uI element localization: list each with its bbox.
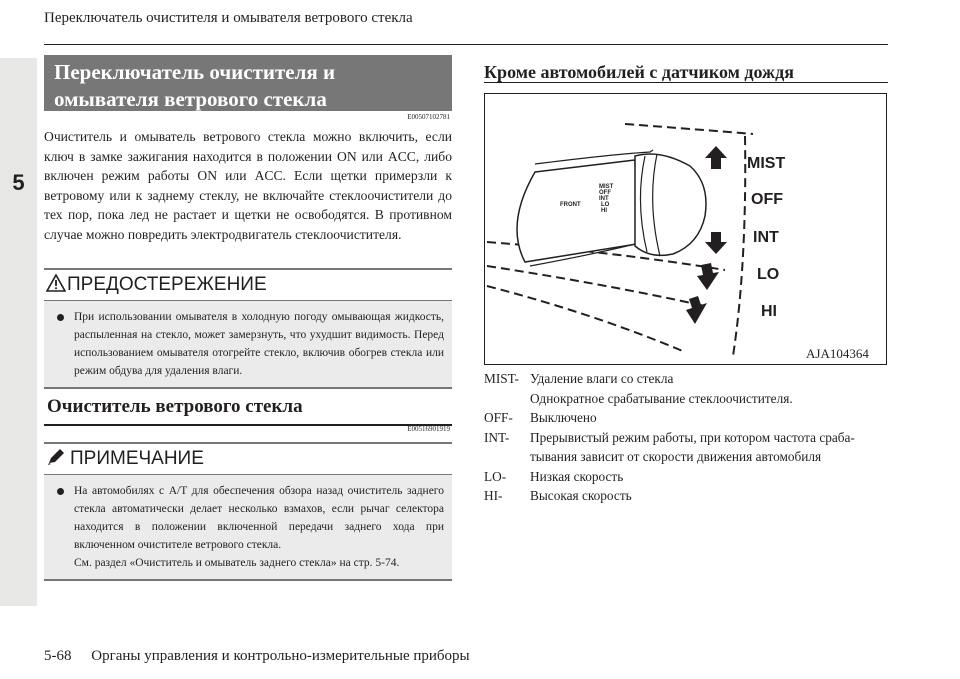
legend-value: Высокая скорость	[530, 488, 632, 503]
footer-chapter-title: Органы управления и контрольно-измерительные приборы	[91, 648, 470, 664]
page-footer	[44, 648, 470, 665]
stalk-mark-lo: LO	[601, 202, 610, 208]
legend-key: MIST-	[484, 371, 519, 386]
position-label-off: OFF	[751, 191, 783, 208]
note-title-row	[44, 444, 452, 475]
pencil-note-icon	[46, 448, 66, 466]
wiper-switch-diagram	[485, 94, 886, 364]
legend-row-off	[484, 408, 888, 428]
stalk-mark-int: INT	[599, 196, 609, 202]
stalk-front-label: FRONT	[560, 202, 581, 208]
right-section-heading: Кроме автомобилей с датчиком дождя	[484, 62, 794, 82]
warning-text: При использовании омывателя в холодную погоду омывающая жидкость, распыленная на стекло, может замерзнуть, что ухудшит видимость. Перед использованием омывателя отогрейте стекло, включив обогрев стекла или режим обдува для удаления влаги.	[74, 311, 444, 377]
stalk-knob	[635, 154, 706, 255]
note-body	[44, 475, 452, 579]
stalk-mark-mist: MIST	[599, 184, 614, 190]
chapter-side-tab	[0, 58, 37, 606]
position-label-mist: MIST	[747, 155, 786, 172]
legend-value: Выключено	[530, 410, 597, 425]
stalk-mark-hi: HI	[601, 208, 607, 214]
note-box	[44, 442, 452, 581]
note-reference: См. раздел «Очиститель и омыватель заднего стекла» на стр. 5-74.	[74, 557, 400, 569]
section-code: E00507102781	[407, 113, 450, 121]
intro-paragraph: Очиститель и омыватель ветрового стекла можно включить, если ключ в замке зажигания находится в положении ON или ACC, либо включен режим работы ON или ACC. Если щетки примерзли к ветровому или к заднему стеклу, не включайте стеклоочистители до тех пор, пока лед не растает и щетки не освободятся. В противном случае можно повредить электродвигатель стеклоочистителя.	[44, 129, 452, 242]
legend-key: HI-	[484, 488, 503, 503]
legend-key: LO-	[484, 468, 507, 484]
sweep-line	[733, 136, 745, 356]
position-label-lo: LO	[757, 266, 780, 283]
legend-value: Прерывистый режим работы, при котором частота сраба- тывания зависит от скорости движения автомобиля	[530, 429, 855, 464]
note-text: На автомобилях с A/T для обеспечения обзора назад очиститель заднего стекла автоматически делает несколько взмахов, если рычаг селектора находится в положении включенной передачи заднего хода при включенном очистителе ветрового стекла.	[74, 485, 444, 551]
legend-row-int	[484, 428, 888, 467]
page-header-title: Переключатель очистителя и омывателя ветрового стекла	[44, 10, 413, 26]
wiper-section-heading: Очиститель ветрового стекла	[47, 396, 303, 417]
arrow-up-icon	[705, 146, 727, 169]
arrow-down-icon	[705, 232, 727, 254]
position-label-hi: HI	[761, 303, 777, 320]
figure-code: AJA104364	[806, 346, 869, 361]
sweep-line	[487, 266, 705, 306]
stalk-body	[517, 160, 637, 262]
stalk-mark-off: OFF	[599, 190, 611, 196]
warning-title-row	[44, 270, 452, 301]
header-rule	[44, 44, 888, 45]
legend-value: Низкая скорость	[530, 468, 624, 484]
wiper-section-heading-row	[44, 393, 452, 426]
note-title: ПРИМЕЧАНИЕ	[70, 448, 204, 469]
legend-key: OFF-	[484, 410, 513, 425]
arrow-down-icon	[686, 296, 707, 324]
bullet-icon	[57, 314, 64, 321]
position-label-int: INT	[753, 229, 779, 246]
legend-row-hi	[484, 486, 888, 506]
right-heading-rule	[484, 82, 888, 83]
warning-box	[44, 268, 452, 389]
warning-triangle-icon	[46, 274, 66, 292]
position-legend	[484, 369, 888, 506]
legend-value: Удаление влаги со стекла Однократное срабатывание стеклоочистителя.	[530, 371, 793, 406]
section-heading-main: Переключатель очистителя и омывателя ветрового стекла	[44, 55, 452, 111]
bullet-icon	[57, 488, 64, 495]
legend-row-mist	[484, 369, 888, 408]
warning-body	[44, 301, 452, 387]
wiper-switch-illustration	[484, 93, 887, 365]
sweep-line	[625, 124, 753, 134]
legend-key: INT-	[484, 429, 510, 445]
page-number: 5-68	[44, 648, 72, 664]
warning-title: ПРЕДОСТЕРЕЖЕНИЕ	[67, 274, 267, 295]
wiper-section-code: E00516901919	[407, 425, 450, 433]
legend-row-lo	[484, 467, 888, 487]
chapter-number: 5	[12, 170, 25, 195]
